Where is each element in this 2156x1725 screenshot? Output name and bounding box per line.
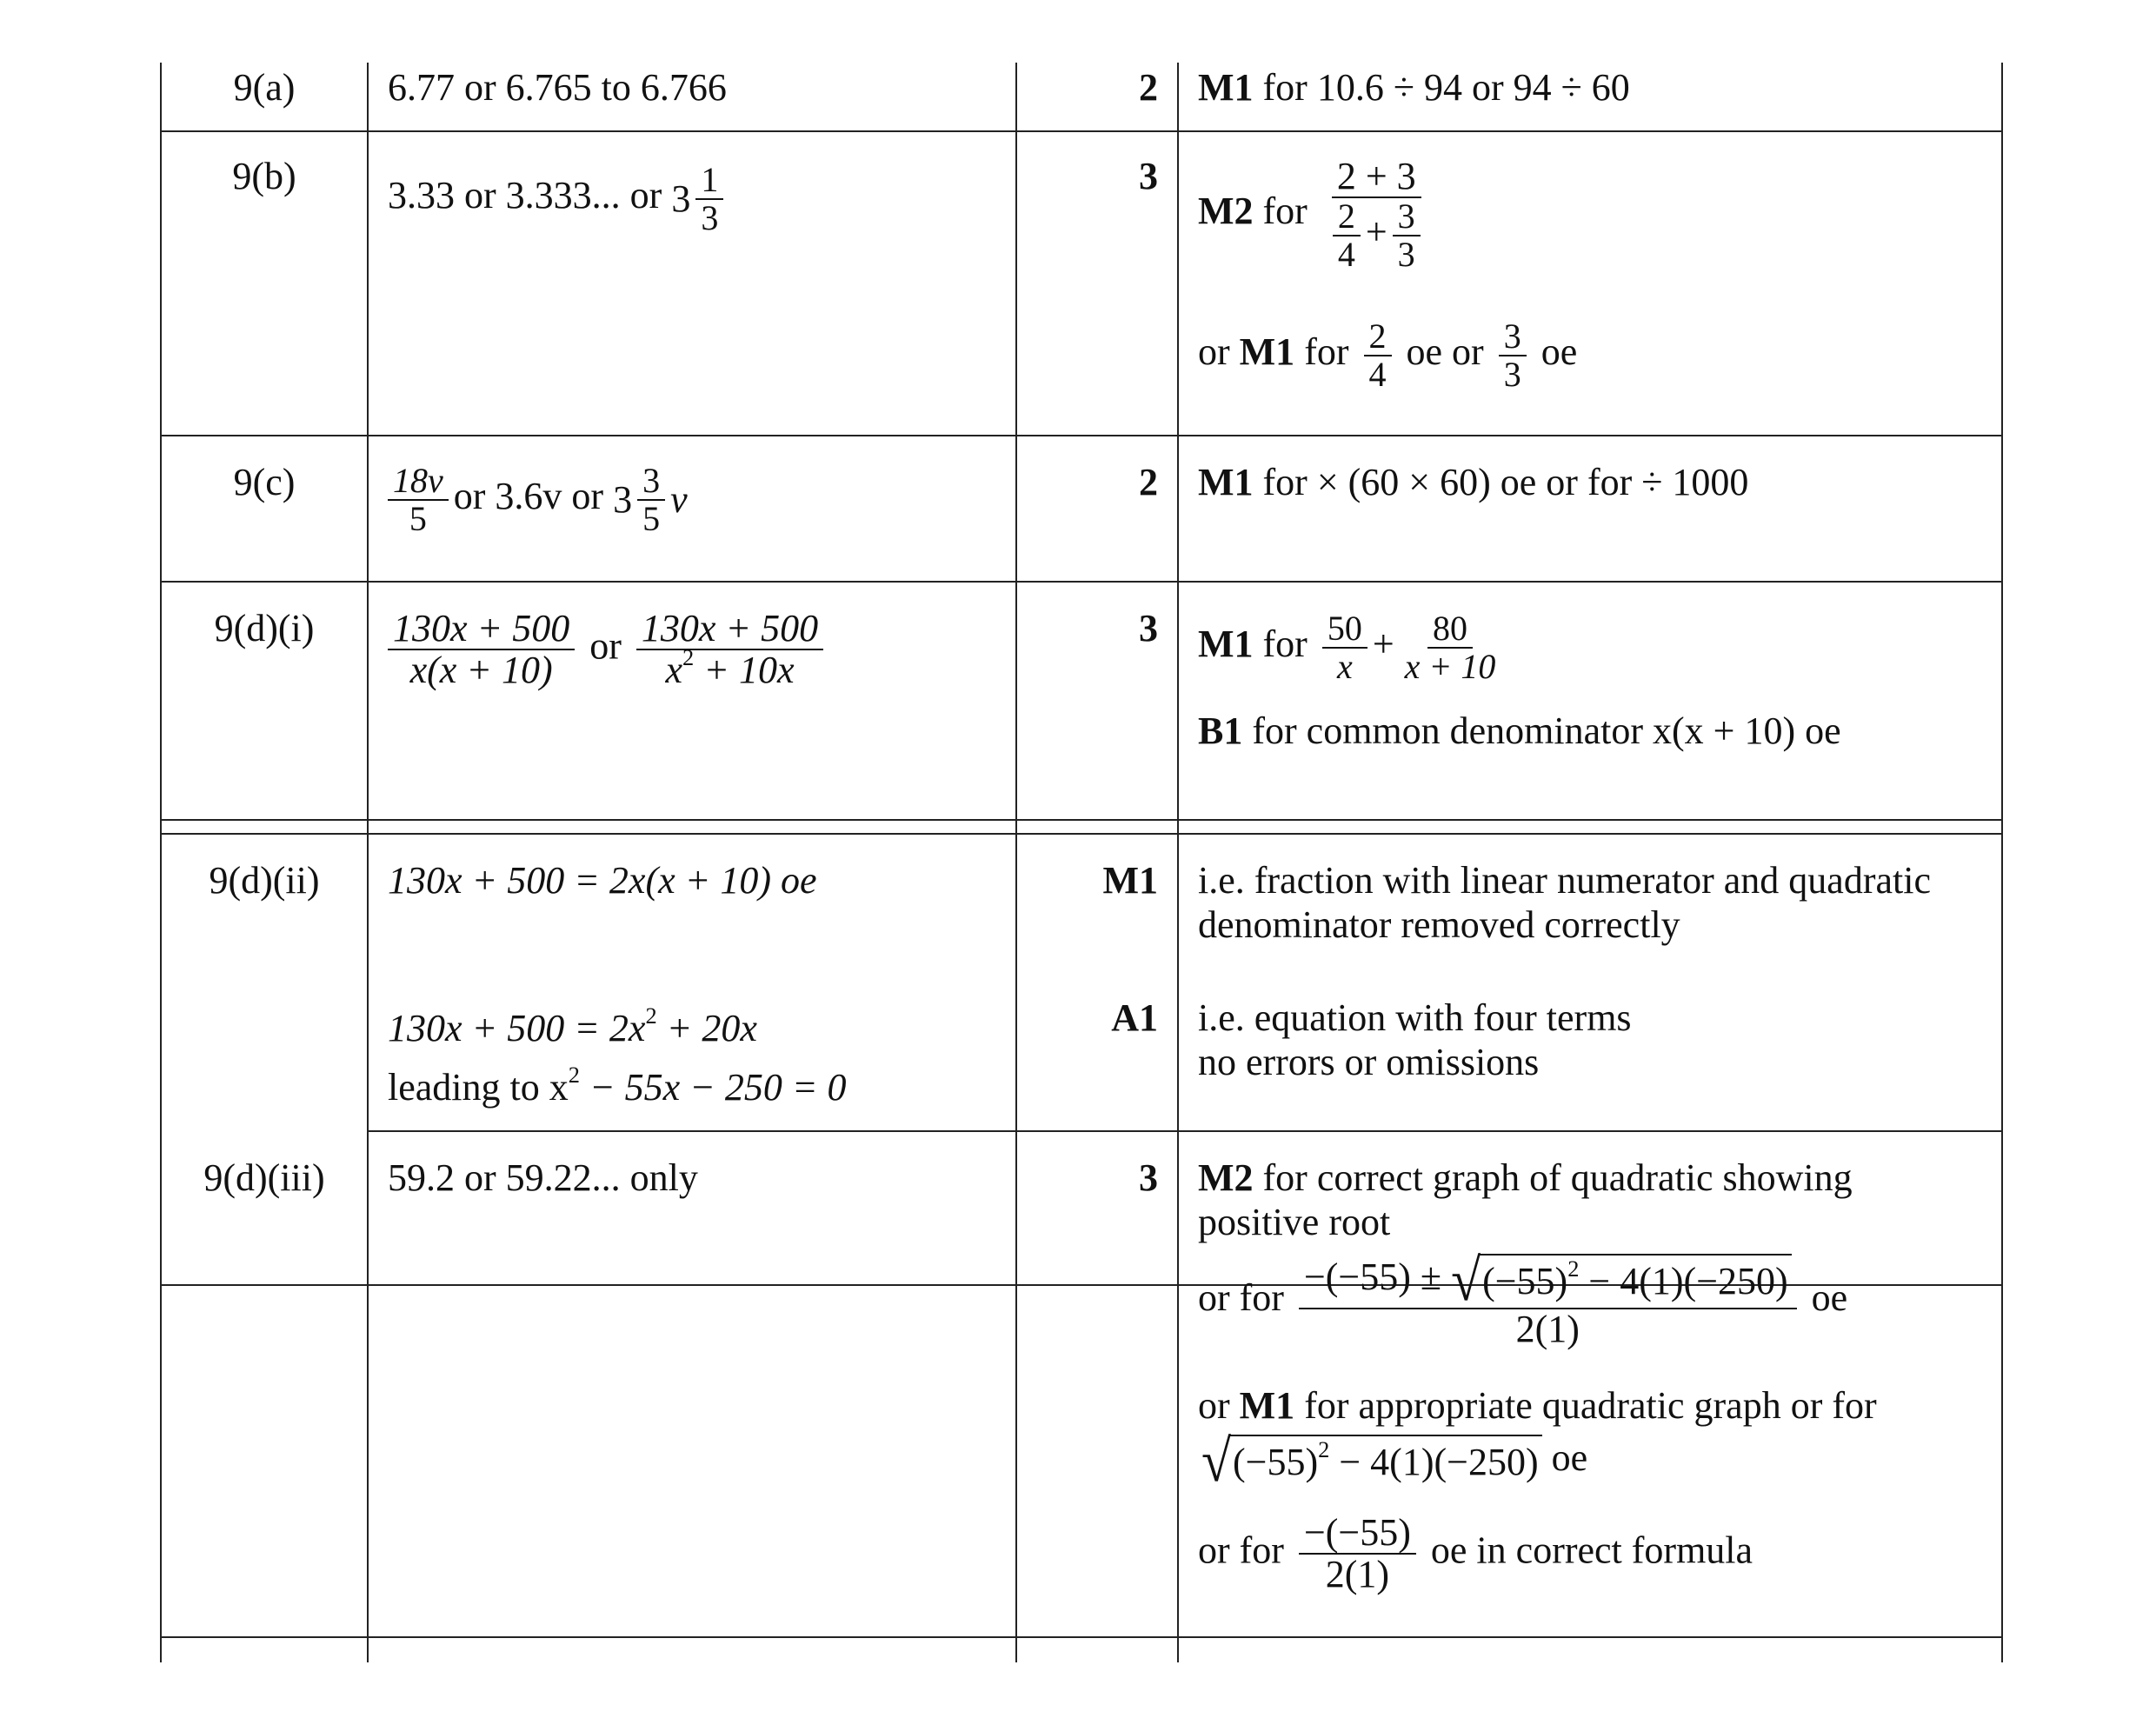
mark: 3 bbox=[1139, 155, 1158, 197]
notes: M1 for × (60 × 60) oe or for ÷ 1000 bbox=[1198, 461, 1749, 503]
notes-m1: or M1 for appropriate quadratic graph or for bbox=[1198, 1384, 1877, 1427]
row-divider bbox=[160, 435, 2003, 436]
notes-sqrt: √ $(-55)^2 - 4(1)(-250)$ oe bbox=[1201, 1429, 1588, 1495]
row-divider bbox=[160, 581, 2003, 583]
notes-m2: M2 for correct graph of quadratic showing positive root bbox=[1198, 1156, 1853, 1243]
part-label: 9(d)(iii) bbox=[203, 1156, 325, 1199]
column-divider bbox=[1177, 63, 1179, 1662]
part-label: 9(d)(ii) bbox=[209, 859, 320, 902]
notes: M1 for 10.6 ÷ 94 or 94 ÷ 60 bbox=[1198, 66, 1630, 109]
mark: A1 bbox=[1111, 996, 1158, 1039]
mark: 3 bbox=[1139, 1156, 1158, 1199]
answer-line: leading to $x^2 - 55x - 250 = 0$ bbox=[388, 1062, 847, 1109]
part-label: 9(d)(i) bbox=[214, 607, 315, 649]
notes-m2: M2 for 2 + 3 $\frac{2}{4}$ + $\frac{3}{3}$ bbox=[1198, 157, 1436, 273]
row-divider bbox=[160, 819, 2003, 821]
notes: i.e. equation with four terms no errors or omissions bbox=[1198, 996, 1632, 1083]
answer-line: $130x + 500 = 2x^2 + 20x$ bbox=[388, 1002, 757, 1049]
column-divider bbox=[2001, 63, 2003, 1662]
answer: 3.33 or 3.333... or 3 $\frac{1}{3}$ bbox=[388, 162, 729, 236]
answer: $\frac{130x + 500}{x(x + 10)}$ or $\frac{130x + 500}{x^2 + 10x}$ bbox=[383, 609, 828, 690]
notes-last: or for $\frac{-(-55)}{2(1)}$ oe in correct formula bbox=[1198, 1511, 1753, 1596]
mark: 2 bbox=[1139, 66, 1158, 109]
answer: 59.2 or 59.22... only bbox=[388, 1156, 698, 1199]
mark: M1 bbox=[1102, 859, 1158, 902]
answer: 6.77 or 6.765 to 6.766 bbox=[388, 66, 727, 109]
part-label: 9(b) bbox=[232, 155, 296, 197]
row-divider bbox=[160, 1636, 2003, 1638]
answer: $\frac{18v}{5}$ or 3.6v or 3 $\frac{3}{5}$ v bbox=[383, 463, 688, 537]
row-divider bbox=[367, 1130, 2003, 1132]
column-divider bbox=[367, 63, 369, 1662]
answer: 130x + 500 = 2x(x + 10) oe bbox=[388, 859, 817, 902]
row-divider bbox=[160, 833, 2003, 835]
notes-quadratic-formula: or for −(−55) ± √ $(-55)^2 - 4(1)(-250)$ 2(1) oe bbox=[1198, 1248, 1848, 1350]
part-label: 9(a) bbox=[233, 66, 296, 109]
mark: 2 bbox=[1139, 461, 1158, 503]
row-divider bbox=[160, 130, 2003, 132]
notes-m1: M1 for $\frac{50}{x}$ + $\frac{80}{x + 10}$ bbox=[1198, 609, 1496, 686]
mark: 3 bbox=[1139, 607, 1158, 649]
part-label: 9(c) bbox=[233, 461, 296, 503]
notes: i.e. fraction with linear numerator and quadratic denominator removed correctly bbox=[1198, 859, 1931, 946]
notes-m1: or M1 for $\frac{2}{4}$ oe or $\frac{3}{3}$ oe bbox=[1198, 316, 1578, 394]
notes-b1: B1 for common denominator x(x + 10) oe bbox=[1198, 709, 1841, 752]
